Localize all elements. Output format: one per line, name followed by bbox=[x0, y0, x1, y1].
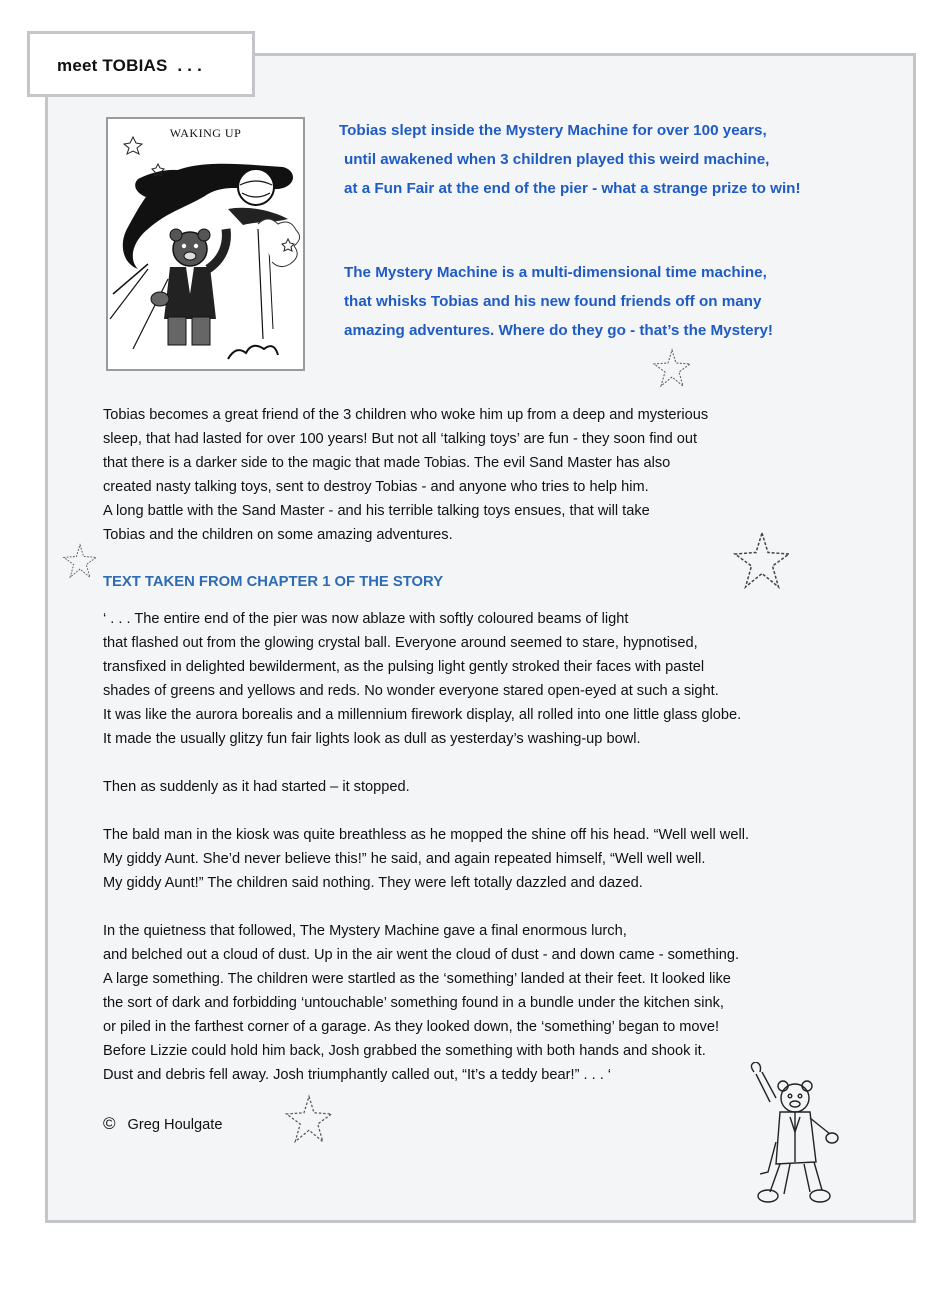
excerpt-line: Dust and debris fell away. Josh triumphantly called out, “It’s a teddy bear!” . . . ‘ bbox=[103, 1067, 612, 1083]
summary-line: created nasty talking toys, sent to destroy Tobias - and anyone who tries to help him. bbox=[103, 479, 649, 495]
intro-line: Tobias slept inside the Mystery Machine for over 100 years, bbox=[339, 122, 767, 139]
excerpt-line: and belched out a cloud of dust. Up in the air went the cloud of dust - and down came - something. bbox=[103, 947, 740, 963]
intro-line: at a Fun Fair at the end of the pier - what a strange prize to win! bbox=[344, 180, 801, 197]
excerpt-line: the sort of dark and forbidding ‘untouchable’ something found in a bundle under the kitchen sink, bbox=[103, 995, 724, 1011]
excerpt-line: My giddy Aunt!” The children said nothing. They were left totally dazzled and dazed. bbox=[103, 875, 643, 891]
excerpt-line: that flashed out from the glowing crystal ball. Everyone around seemed to stare, hypnotised, bbox=[103, 635, 698, 651]
excerpt-line: transfixed in delighted bewilderment, as the pulsing light gently stroked their faces with pastel bbox=[103, 659, 705, 675]
excerpt-line: shades of greens and yellows and reds. No wonder everyone stared open-eyed at such a sight. bbox=[103, 683, 719, 699]
copyright bbox=[103, 1114, 222, 1135]
intro-paragraph-2 bbox=[344, 258, 773, 345]
excerpt-line: In the quietness that followed, The Mystery Machine gave a final enormous lurch, bbox=[103, 923, 627, 939]
excerpt-line: It was like the aurora borealis and a millennium firework display, all rolled into one little glass globe. bbox=[103, 707, 742, 723]
copyright-symbol: © bbox=[103, 1114, 116, 1133]
sparkle-star-icon bbox=[732, 530, 792, 590]
intro-paragraph-1 bbox=[339, 116, 801, 203]
summary-line: that there is a darker side to the magic that made Tobias. The evil Sand Master has also bbox=[103, 455, 671, 471]
excerpt-text bbox=[103, 607, 749, 1087]
excerpt-blank-line bbox=[103, 751, 749, 775]
summary-line: A long battle with the Sand Master - and his terrible talking toys ensues, that will take bbox=[103, 503, 650, 519]
summary-line: sleep, that had lasted for over 100 years! But not all ‘talking toys’ are fun - they soon find out bbox=[103, 431, 698, 447]
intro-line: until awakened when 3 children played this weird machine, bbox=[344, 151, 770, 168]
excerpt-blank-line bbox=[103, 799, 749, 823]
sparkle-star-icon bbox=[284, 1094, 334, 1144]
illustration-caption: WAKING UP bbox=[169, 126, 242, 140]
excerpt-line: Before Lizzie could hold him back, Josh grabbed the something with both hands and shook it. bbox=[103, 1043, 706, 1059]
excerpt-line: Then as suddenly as it had started – it stopped. bbox=[103, 779, 410, 795]
excerpt-line: My giddy Aunt. She’d never believe this!” he said, and again repeated himself, “Well well well. bbox=[103, 851, 706, 867]
author-name: Greg Houlgate bbox=[127, 1117, 223, 1133]
excerpt-blank-line bbox=[103, 895, 749, 919]
excerpt-line: ‘ . . . The entire end of the pier was now ablaze with softly coloured beams of light bbox=[103, 611, 629, 627]
intro-line: The Mystery Machine is a multi-dimensional time machine, bbox=[344, 264, 767, 281]
excerpt-line: The bald man in the kiosk was quite breathless as he mopped the shine off his head. “Well well well. bbox=[103, 827, 749, 843]
excerpt-line: A large something. The children were startled as the ‘something’ landed at their feet. It looked like bbox=[103, 971, 731, 987]
intro-line: that whisks Tobias and his new found friends off on many bbox=[344, 293, 762, 310]
sparkle-star-icon bbox=[652, 348, 692, 388]
sparkle-star-icon bbox=[62, 543, 98, 579]
intro-line: amazing adventures. Where do they go - that’s the Mystery! bbox=[344, 322, 773, 339]
excerpt-line: or piled in the farthest corner of a garage. As they looked down, the ‘something’ began to move! bbox=[103, 1019, 720, 1035]
excerpt-heading: TEXT TAKEN FROM CHAPTER 1 OF THE STORY bbox=[103, 574, 444, 590]
summary-paragraph bbox=[103, 403, 708, 547]
illustration-picture bbox=[108, 119, 303, 369]
title-box bbox=[27, 31, 255, 97]
waking-up-illustration bbox=[106, 117, 305, 371]
teddy-bear-icon bbox=[740, 1062, 840, 1212]
summary-line: Tobias and the children on some amazing adventures. bbox=[103, 527, 453, 543]
summary-line: Tobias becomes a great friend of the 3 children who woke him up from a deep and mysterious bbox=[103, 407, 709, 423]
page-title: meet TOBIAS . . . bbox=[57, 56, 202, 75]
excerpt-line: It made the usually glitzy fun fair lights look as dull as yesterday’s washing-up bowl. bbox=[103, 731, 641, 747]
